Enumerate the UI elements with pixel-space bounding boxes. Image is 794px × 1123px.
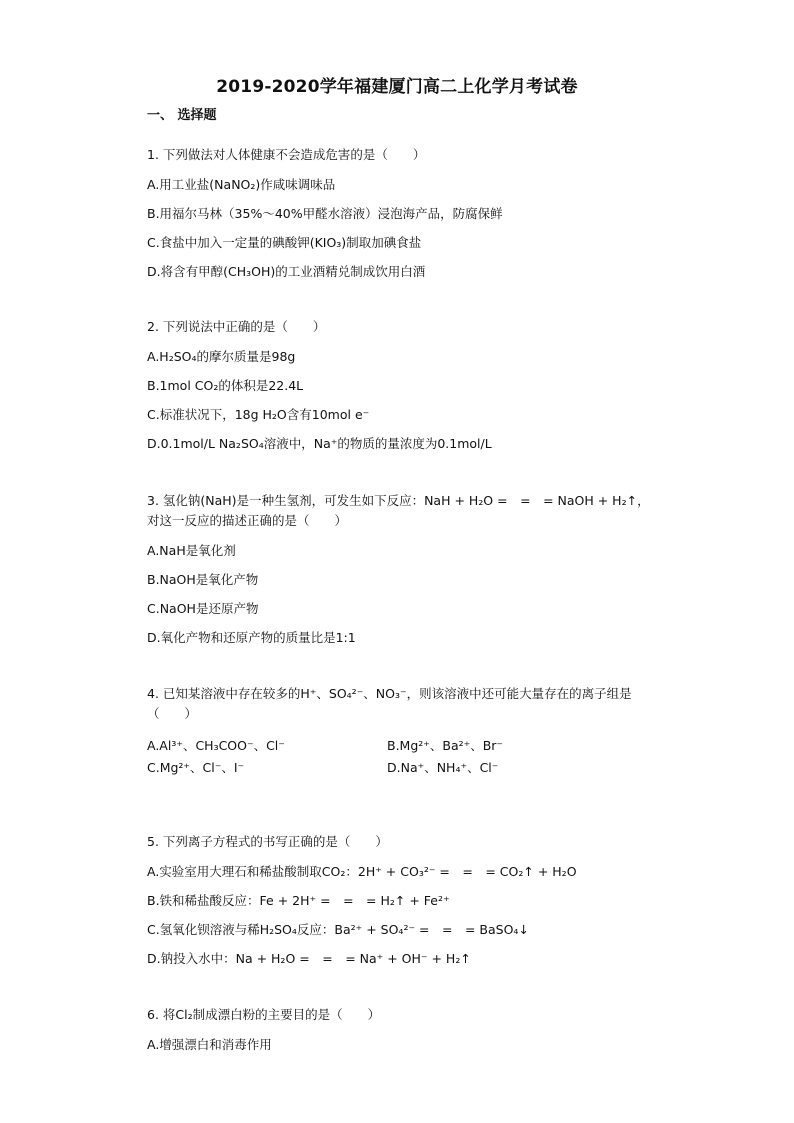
question-4 (147, 684, 687, 724)
option-c: C.食盐中加入一定量的碘酸钾(KIO₃)制取加碘食盐 (147, 235, 422, 250)
option-d: D.氧化产物和还原产物的质量比是1:1 (147, 630, 356, 645)
question-stem: 5. 下列离子方程式的书写正确的是（ ） (147, 834, 388, 849)
question-stem: 1. 下列做法对人体健康不会造成危害的是（ ） (147, 147, 426, 162)
option-a: A.NaH是氧化剂 (147, 543, 236, 558)
option-d: D.将含有甲醇(CH₃OH)的工业酒精兑制成饮用白酒 (147, 264, 426, 279)
question-2 (147, 317, 677, 454)
option-b: B.用福尔马林（35%～40%甲醛水溶液）浸泡海产品，防腐保鲜 (147, 206, 503, 221)
option-a: A.增强漂白和消毒作用 (147, 1037, 272, 1052)
option-d: D.钠投入水中：Na + H₂O = = = Na⁺ + OH⁻ + H₂↑ (147, 951, 471, 966)
question-stem-line-1: 3. 氢化钠(NaH)是一种生氢剂，可发生如下反应：NaH + H₂O = = = NaOH + H₂↑， (147, 493, 650, 508)
option-d: D.0.1mol/L Na₂SO₄溶液中，Na⁺的物质的量浓度为0.1mol/L (147, 436, 492, 451)
option-d: D.Na⁺、NH₄⁺、Cl⁻ (387, 760, 499, 775)
option-a: A.实验室用大理石和稀盐酸制取CO₂：2H⁺ + CO₃²⁻ = = = CO₂↑ + H₂O (147, 864, 577, 879)
option-c: C.氢氧化钡溶液与稀H₂SO₄反应：Ba²⁺ + SO₄²⁻ = = = BaSO₄↓ (147, 922, 529, 937)
option-c: C.标准状况下，18g H₂O含有10mol e⁻ (147, 407, 370, 422)
option-c: C.NaOH是还原产物 (147, 601, 259, 616)
question-stem: 6. 将Cl₂制成漂白粉的主要目的是（ ） (147, 1007, 381, 1022)
section-heading: 一、 选择题 (147, 108, 217, 123)
question-1 (147, 145, 677, 282)
option-b: B.Mg²⁺、Ba²⁺、Br⁻ (387, 738, 504, 753)
question-5 (147, 832, 677, 969)
option-c: C.Mg²⁺、Cl⁻、I⁻ (147, 760, 245, 775)
option-b: B.1mol CO₂的体积是22.4L (147, 378, 304, 393)
option-a: A.H₂SO₄的摩尔质量是98g (147, 349, 296, 364)
question-stem-line-1: 4. 已知某溶液中存在较多的H⁺、SO₄²⁻、NO₃⁻，则该溶液中还可能大量存在的离子组是 (147, 686, 632, 701)
question-stem-line-2: （ ） (147, 706, 198, 721)
option-b: B.铁和稀盐酸反应：Fe + 2H⁺ = = = H₂↑ + Fe²⁺ (147, 893, 450, 908)
question-stem-line-2: 对这一反应的描述正确的是（ ） (147, 513, 348, 528)
option-a: A.用工业盐(NaNO₂)作咸味调味品 (147, 177, 336, 192)
option-b: B.NaOH是氧化产物 (147, 572, 259, 587)
question-stem: 2. 下列说法中正确的是（ ） (147, 319, 326, 334)
option-a: A.Al³⁺、CH₃COO⁻、Cl⁻ (147, 738, 285, 753)
page-title: 2019-2020学年福建厦门高二上化学月考试卷 (216, 77, 578, 97)
question-3 (147, 491, 687, 648)
question-6 (147, 1005, 677, 1055)
